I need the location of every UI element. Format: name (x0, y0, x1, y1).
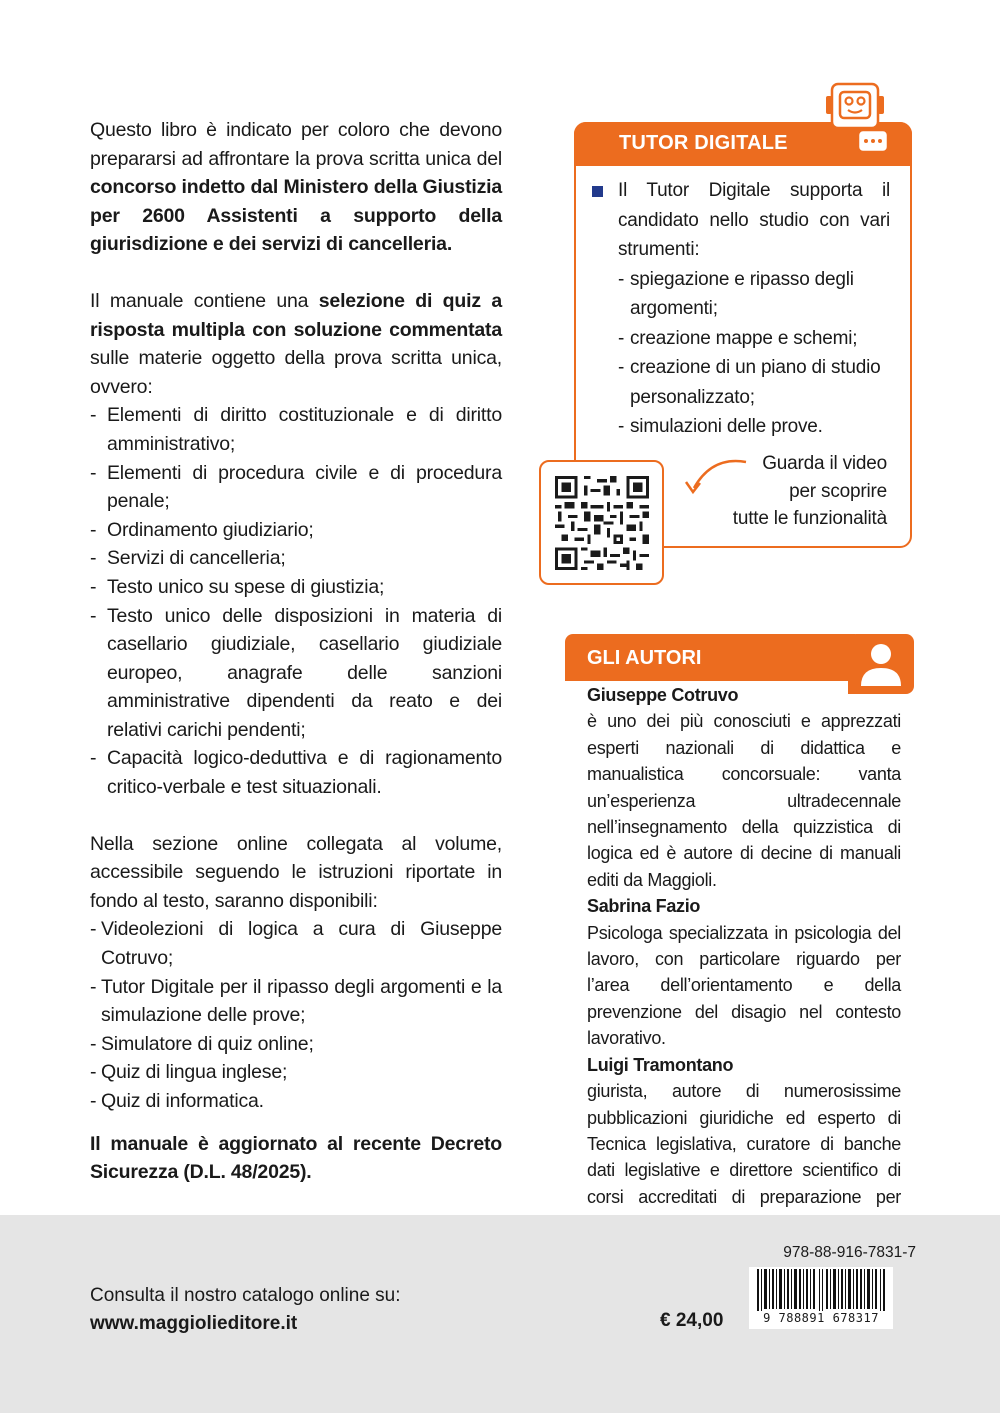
list-item: - creazione mappe e schemi; (618, 324, 890, 354)
authors-bar (565, 634, 855, 681)
intro-text: Questo libro è indicato per coloro che devono prepararsi ad affrontare la prova scritta unica del (90, 119, 502, 170)
tutor-content (592, 176, 890, 442)
list-item: - Testo unico delle disposizioni in materia di casellario giudiziale, casellario giudiziale europeo, anagrafe delle sanzioni amministrative dipendenti da reato e dei relativi carichi pendenti; (90, 602, 502, 745)
list-item: - Elementi di diritto costituzionale e di diritto amministrativo; (90, 401, 502, 458)
online-list (90, 915, 502, 1115)
catalog-link[interactable]: www.maggiolieditore.it (90, 1313, 298, 1334)
tutor-tools-list (592, 265, 890, 442)
manual-text-bold: selezione di quiz a risposta multipla con soluzione commentata (90, 289, 503, 341)
tutor-intro (592, 176, 890, 265)
barcode-digits: 9 788891 678317 (749, 1311, 893, 1325)
online-paragraph: Nella sezione online collegata al volume, accessibile seguendo le istruzioni riportate in fondo al testo, saranno disponibili: (90, 832, 502, 912)
author-name: Sabrina Fazio (587, 896, 701, 917)
author-bio: giurista, autore di numerosissime pubblicazioni giuridiche ed esperto di Tecnica legislativa, curatore di banche dati legislative e direttore scientifico di corsi accreditati di preparazione per (587, 1081, 901, 1207)
manual-text-start: Il manuale contiene una (90, 289, 319, 312)
list-item: - Elementi di procedura civile e di procedura penale; (90, 459, 502, 516)
list-item: - Videolezioni di logica a cura di Giuseppe Cotruvo; (90, 915, 502, 972)
square-bullet-icon (592, 186, 603, 197)
author-bio: è uno dei più conosciuti e apprezzati esperti nazionali di didattica e manualistica concorsuale: vanta un’esperienza ultradecennale nell’insegnamento della quizzistica di logica ed è autore di decine di manuali editi da Maggioli. (587, 711, 901, 890)
update-note: Il manuale è aggiornato al recente Decreto Sicurezza (D.L. 48/2025). (90, 1132, 502, 1184)
barcode (749, 1267, 893, 1329)
list-item: - Capacità logico-deduttiva e di ragionamento critico-verbale e test situazionali. (90, 744, 502, 801)
manual-paragraph (90, 287, 502, 401)
list-item: - creazione di un piano di studio personalizzato; (618, 353, 890, 412)
list-item: - Ordinamento giudiziario; (90, 516, 502, 545)
qr-code[interactable] (539, 460, 664, 585)
list-item: - Quiz di lingua inglese; (90, 1058, 502, 1087)
isbn-number: 978-88-916-7831-7 (783, 1244, 916, 1261)
list-item: - simulazioni delle prove. (618, 412, 890, 442)
author-name: Giuseppe Cotruvo (587, 685, 739, 705)
author-name: Luigi Tramontano (587, 1054, 734, 1075)
video-caption-line: Guarda il video (762, 453, 887, 474)
subjects-list (90, 401, 502, 801)
authors-title: GLI AUTORI (587, 647, 702, 669)
list-item: - Quiz di informatica. (90, 1087, 502, 1116)
tutor-intro-text: Il Tutor Digitale supporta il candidato nello studio con vari strumenti: (618, 180, 890, 260)
catalog-info (90, 1282, 401, 1338)
intro-bold-text: concorso indetto dal Ministero della Giustizia per 2600 Assistenti a supporto della giurisdizione e dei servizi di cancelleria. (90, 176, 502, 256)
video-caption-line: tutte le funzionalità (732, 508, 887, 529)
catalog-label: Consulta il nostro catalogo online su: (90, 1285, 401, 1306)
authors-list (587, 682, 901, 1263)
video-caption-line: per scoprire (789, 480, 887, 502)
tutor-title: TUTOR DIGITALE (619, 132, 788, 154)
list-item: - Testo unico su spese di giustizia; (90, 573, 502, 602)
intro-paragraph (90, 116, 502, 259)
list-item: - spiegazione e ripasso degli argomenti; (618, 265, 890, 324)
author-bio: Psicologa specializzata in psicologia del lavoro, con particolare riguardo per l’area dell’orientamento e della prevenzione del disagio nel contesto lavorativo. (587, 922, 901, 1049)
list-item: - Tutor Digitale per il ripasso degli argomenti e la simulazione delle prove; (90, 973, 502, 1030)
price-label: € 24,00 (660, 1310, 724, 1331)
video-caption (733, 450, 887, 533)
list-item: - Simulatore di quiz online; (90, 1030, 502, 1059)
list-item: - Servizi di cancelleria; (90, 544, 502, 573)
robot-chat-icon (822, 80, 892, 160)
description-column (90, 116, 502, 1206)
manual-text-end: sulle materie oggetto della prova scritta unica, ovvero: (90, 347, 502, 398)
